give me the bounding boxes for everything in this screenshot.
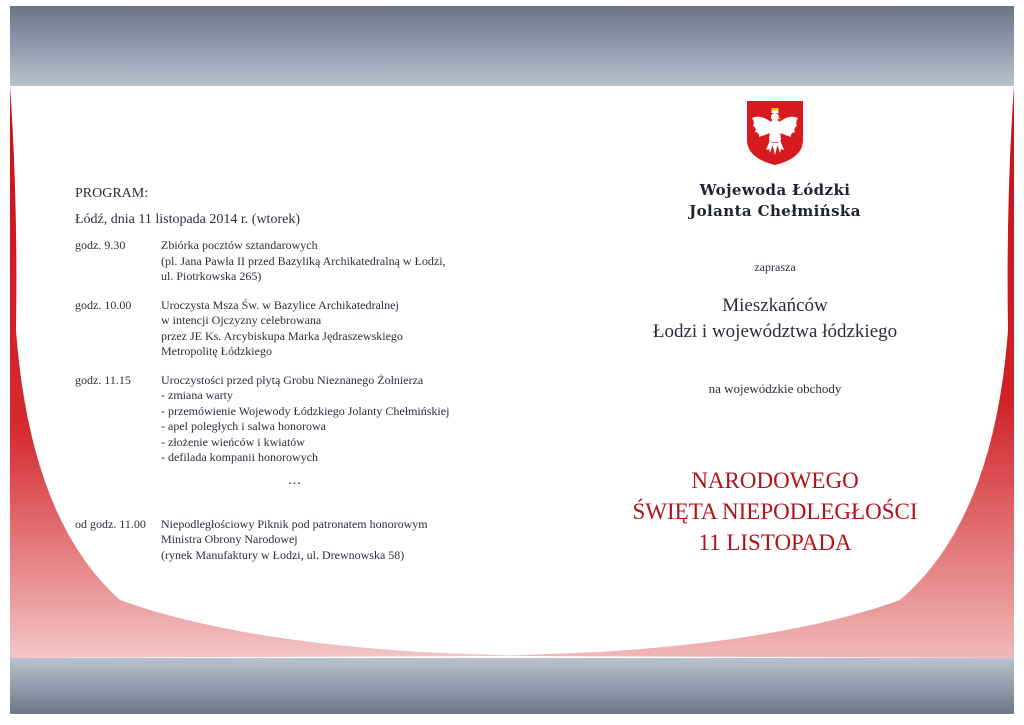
program-item-line: Niepodległościowy Piknik pod patronatem honorowym [161, 516, 428, 531]
event-title-line: 11 LISTOPADA [698, 530, 852, 555]
program-item-line: - zmiana warty [161, 388, 233, 402]
program-item [75, 373, 495, 466]
invitation-column [600, 100, 950, 558]
program-item-line: - apel poległych i salwa honorowa [161, 419, 326, 433]
program-item-time: od godz. 11.00 [75, 516, 146, 531]
program-item [75, 298, 495, 360]
invites-text: zaprasza [754, 260, 796, 274]
program-item-line: - defilada kompanii honorowych [161, 450, 318, 464]
program-ellipsis: ... [288, 472, 302, 488]
program-column [75, 186, 495, 576]
residents-line: Łodzi i województwa łódzkiego [652, 321, 898, 342]
program-item-description [161, 373, 495, 466]
program-item-line: Zbiórka pocztów sztandarowych [161, 238, 318, 252]
program-item-description [161, 517, 495, 564]
program-heading: PROGRAM: [75, 186, 149, 201]
program-date: Łódź, dnia 11 listopada 2014 r. (wtorek) [75, 212, 300, 227]
program-item-time: godz. 11.15 [75, 372, 131, 387]
program-item-line: w intencji Ojczyzny celebrowana [161, 313, 322, 327]
host-name: Jolanta Chełmińska [689, 202, 861, 220]
program-item-line: - przemówienie Wojewody Łódzkiego Jolanty Chełmińskiej [161, 403, 450, 418]
program-item-line: - złożenie wieńców i kwiatów [161, 434, 305, 449]
residents-line: Mieszkańców [722, 295, 828, 316]
program-item-description [161, 238, 495, 285]
program-item-time: godz. 10.00 [75, 297, 132, 312]
program-item-description [161, 298, 495, 360]
host-block [600, 180, 950, 222]
program-item-line: Uroczystości przed płytą Grobu Nieznanego Żołnierza [161, 372, 424, 387]
program-item [75, 238, 495, 285]
event-title [600, 465, 950, 558]
program-item-line: Ministra Obrony Narodowej [161, 532, 298, 546]
event-title-line: NARODOWEGO [691, 468, 859, 493]
event-title-line: ŚWIĘTA NIEPODLEGŁOŚCI [632, 499, 918, 524]
program-item-line: (rynek Manufaktury w Łodzi, ul. Drewnowska 58) [161, 547, 405, 562]
program-item [75, 517, 495, 564]
program-item-line: Uroczysta Msza Św. w Bazylice Archikatedralnej [161, 297, 399, 312]
program-item-time: godz. 9.30 [75, 238, 126, 252]
program-item-line: Metropolitę Łódzkiego [161, 344, 272, 358]
polish-eagle-emblem-icon [746, 100, 804, 166]
occasion-text: na wojewódzkie obchody [708, 381, 842, 396]
program-item-line: ul. Piotrkowska 265) [161, 269, 262, 283]
program-item-line: (pl. Jana Pawła II przed Bazyliką Archikatedralną w Łodzi, [161, 253, 446, 268]
residents-block [600, 293, 950, 345]
host-title: Wojewoda Łódzki [699, 181, 851, 199]
program-item-line: przez JE Ks. Arcybiskupa Marka Jędraszewskiego [161, 328, 403, 343]
